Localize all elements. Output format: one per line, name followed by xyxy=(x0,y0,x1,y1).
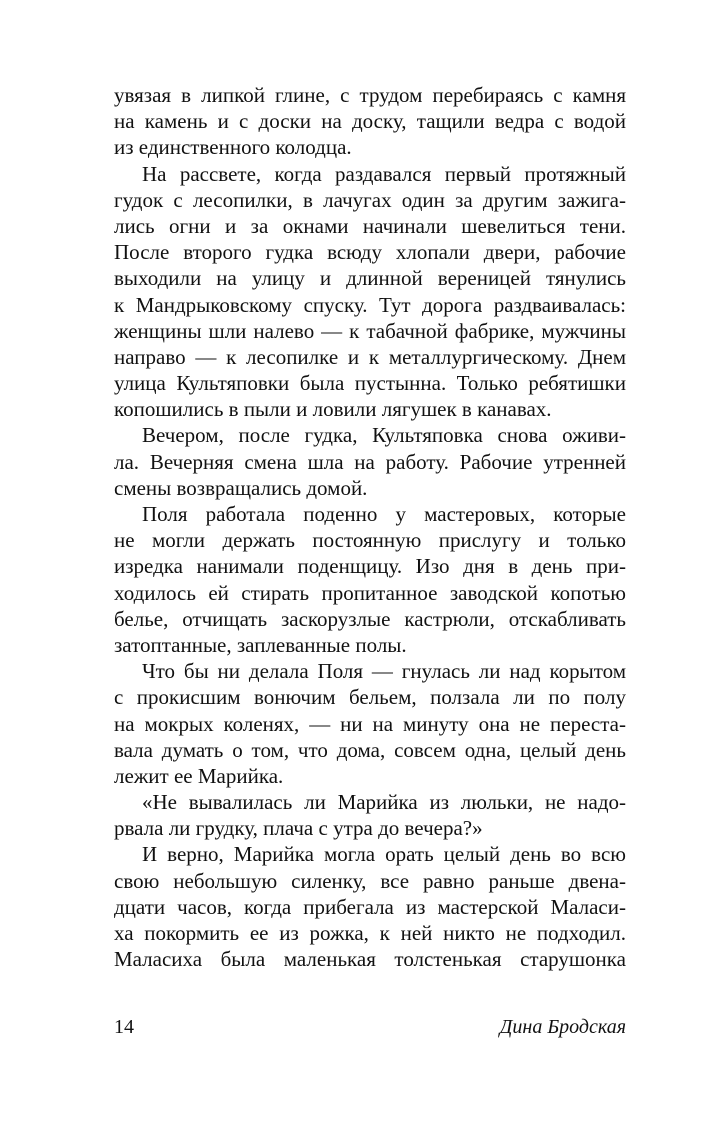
text-line: увязая в липкой глине, с трудом перебираясь с камня xyxy=(114,83,626,107)
text-line: копошились в пыли и ловили лягушек в канавах. xyxy=(114,397,552,422)
text-line: И верно, Марийка могла орать целый день во всю xyxy=(142,842,626,867)
text-line: дцати часов, когда прибегала из мастерской Маласи- xyxy=(114,894,626,919)
text-line: смены возвращались домой. xyxy=(114,475,368,500)
text-line: белье, отчищать заскорузлые кастрюли, отскабливать xyxy=(114,606,626,631)
text-line: из единственного колодца. xyxy=(114,135,352,160)
text-line: изредка нанимали поденщицу. Изо дня в день при- xyxy=(114,554,626,579)
text-line: ха покормить ее из рожка, к ней никто не подходил. xyxy=(114,921,626,945)
body-text xyxy=(114,82,626,972)
text-line: женщины шли налево — к табачной фабрике, мужчины xyxy=(114,318,626,343)
text-line: ходилось ей стирать пропитанное заводской копотью xyxy=(114,580,626,605)
text-line: Маласиха была маленькая толстенькая старушонка xyxy=(114,947,626,972)
text-line: рвала ли грудку, плача с утра до вечера?» xyxy=(114,816,483,841)
text-line: на мокрых коленях, — ни на минуту она не переста- xyxy=(114,711,626,736)
text-line: к Мандрыковскому спуску. Тут дорога раздваивалась: xyxy=(114,292,626,317)
text-line: направо — к лесопилке и к металлургическому. Днем xyxy=(114,344,626,369)
page-number: 14 xyxy=(114,1016,134,1038)
text-line: улица Культяповки была пустынна. Только ребятишки xyxy=(114,371,626,396)
text-line: Поля работала поденно у мастеровых, которые xyxy=(142,502,626,526)
page-footer xyxy=(114,1014,626,1040)
text-line: не могли держать постоянную прислугу и только xyxy=(114,528,626,553)
text-line: выходили на улицу и длинной вереницей тянулись xyxy=(114,266,626,291)
text-line: На рассвете, когда раздавался первый протяжный xyxy=(142,161,626,186)
text-line: ла. Вечерняя смена шла на работу. Рабочие утренней xyxy=(114,449,626,474)
text-line: гудок с лесопилки, в лачугах один за другим зажига- xyxy=(114,187,626,212)
text-line: с прокисшим вонючим бельем, ползала ли по полу xyxy=(114,685,626,710)
text-line: лись огни и за окнами начинали шевелиться тени. xyxy=(114,213,626,238)
text-line: После второго гудка всюду хлопали двери, рабочие xyxy=(114,240,626,265)
running-footer-author: Дина Бродская xyxy=(499,1016,626,1038)
text-line: Что бы ни делала Поля — гнулась ли над корытом xyxy=(142,659,626,684)
text-line: на камень и с доски на доску, тащили ведра с водой xyxy=(114,109,626,134)
text-line: затоптанные, заплеванные полы. xyxy=(114,632,407,657)
text-line: вала думать о том, что дома, совсем одна, целый день xyxy=(114,737,626,762)
text-line: лежит ее Марийка. xyxy=(114,763,284,788)
text-line: свою небольшую силенку, все равно раньше двена- xyxy=(114,868,626,893)
text-line: Вечером, после гудка, Культяповка снова оживи- xyxy=(142,423,626,448)
text-line: «Не вывалилась ли Марийка из люльки, не надо- xyxy=(142,790,626,815)
